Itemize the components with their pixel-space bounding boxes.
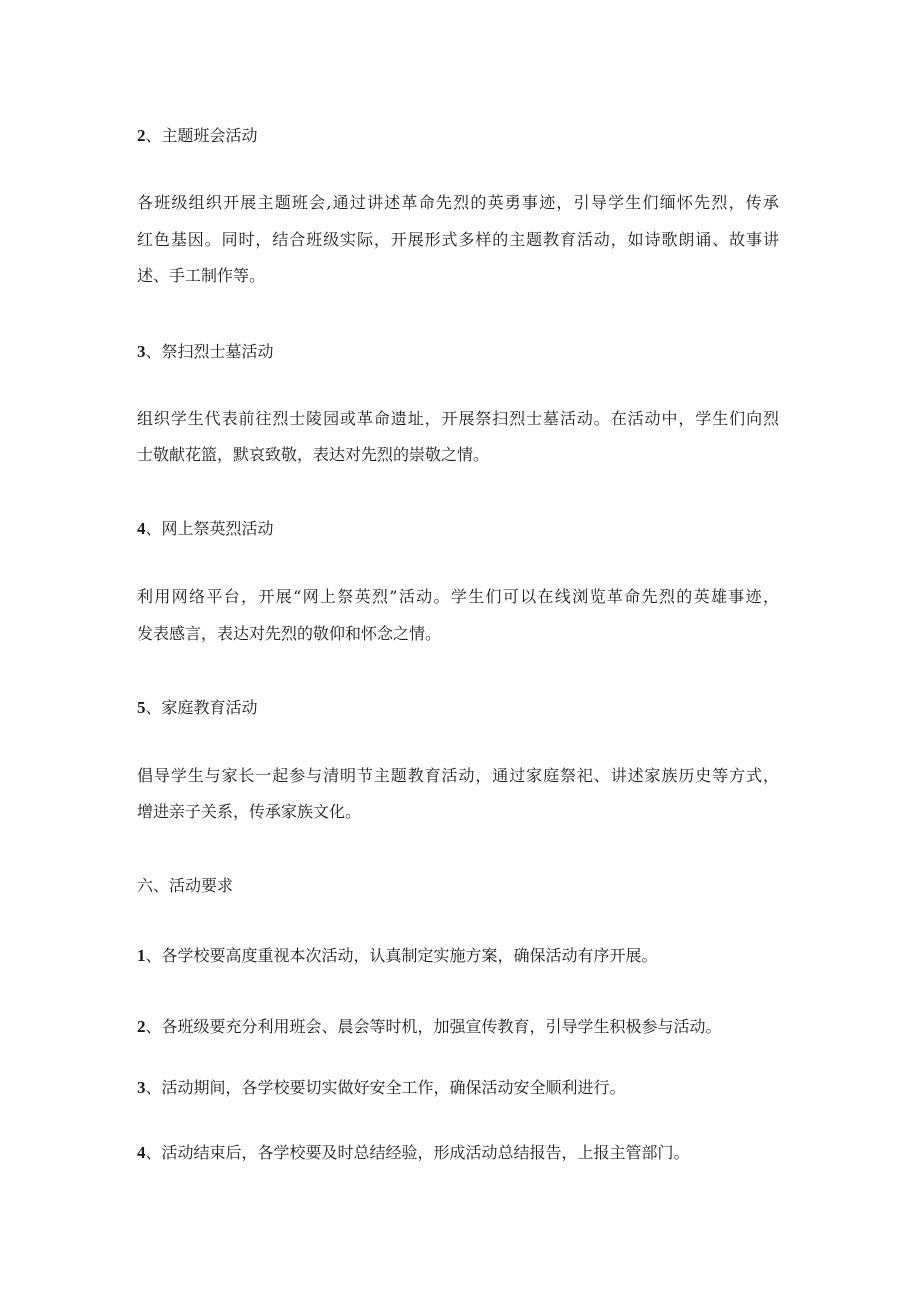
- paragraph-line: 红色基因。同时，结合班级实际，开展形式多样的主题教育活动，如诗歌朗诵、故事讲: [137, 230, 779, 249]
- paragraph-line: 士敬献花篮，默哀致敬，表达对先烈的崇敬之情。: [137, 445, 490, 464]
- section-title-requirements: 六、活动要求: [137, 876, 234, 895]
- paragraph-line: 发表感言，表达对先烈的敬仰和怀念之情。: [137, 624, 442, 643]
- paragraph-line: 增进亲子关系，传承家族文化。: [137, 802, 362, 821]
- heading-activity-5: 5、家庭教育活动: [137, 698, 258, 717]
- heading-activity-3: 3、祭扫烈士墓活动: [137, 342, 274, 361]
- requirement-item: 3、活动期间，各学校要切实做好安全工作，确保活动安全顺利进行。: [137, 1078, 626, 1097]
- paragraph-line: 倡导学生与家长一起参与清明节主题教育活动，通过家庭祭祀、讲述家族历史等方式，: [137, 766, 779, 785]
- requirement-item: 2、各班级要充分利用班会、晨会等时机，加强宣传教育，引导学生积极参与活动。: [137, 1017, 722, 1036]
- paragraph-line: 组织学生代表前往烈士陵园或革命遗址，开展祭扫烈士墓活动。在活动中，学生们向烈: [137, 409, 779, 428]
- requirement-item: 4、活动结束后，各学校要及时总结经验，形成活动总结报告，上报主管部门。: [137, 1143, 690, 1162]
- requirement-item: 1、各学校要高度重视本次活动，认真制定实施方案，确保活动有序开展。: [137, 946, 658, 965]
- paragraph-line: 各班级组织开展主题班会,通过讲述革命先烈的英勇事迹，引导学生们缅怀先烈，传承: [137, 193, 779, 212]
- heading-activity-4: 4、网上祭英烈活动: [137, 519, 274, 538]
- heading-activity-2: 2、主题班会活动: [137, 126, 258, 145]
- paragraph-line: 利用网络平台，开展“网上祭英烈”活动。学生们可以在线浏览革命先烈的英雄事迹，: [137, 587, 779, 606]
- paragraph-line: 述、手工制作等。: [137, 266, 266, 285]
